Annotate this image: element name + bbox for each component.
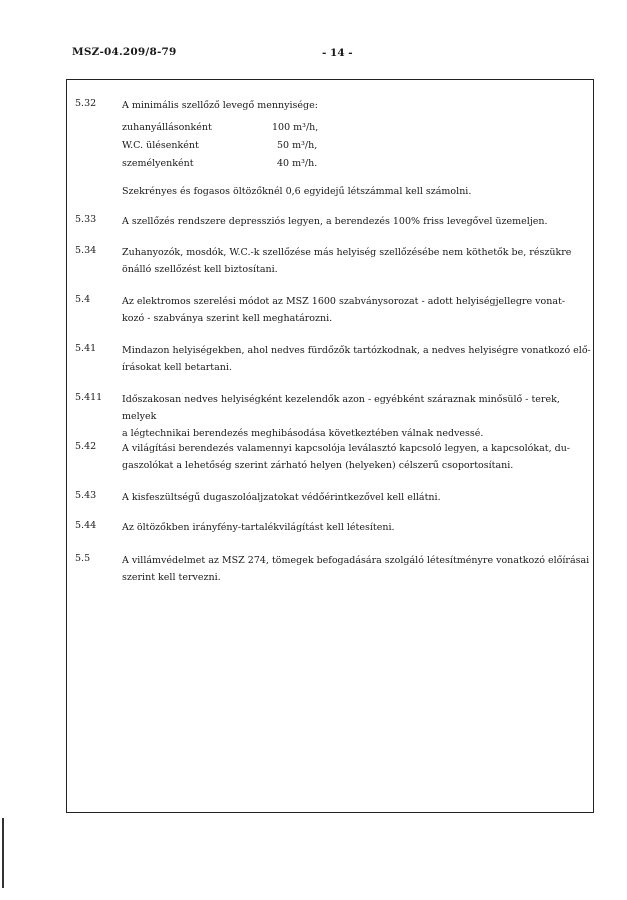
text-line: Mindazon helyiségekben, ahol nedves fürdőzők tartózkodnak, a nedves helyiségre vonatkozó elő-	[122, 345, 591, 356]
section-number: 5.41	[75, 343, 97, 354]
text-line: gaszolókat a lehetőség szerint zárható helyen (helyeken) célszerű csoportosítani.	[122, 460, 514, 471]
section-text	[122, 342, 592, 376]
section-title: A minimális szellőző levegő mennyisége:	[122, 100, 318, 111]
section-text	[122, 244, 592, 278]
section-text	[122, 293, 592, 327]
ventilation-value: 50 m³/h,	[277, 140, 318, 151]
text-line: írásokat kell betartani.	[122, 362, 232, 373]
text-line: kozó - szabványa szerint kell meghatározni.	[122, 313, 333, 324]
section-number: 5.44	[75, 520, 97, 531]
section-text	[122, 489, 592, 506]
section-text	[122, 440, 592, 474]
document-code: MSZ-04.209/8-79	[72, 46, 177, 58]
section-note: Szekrényes és fogasos öltözőknél 0,6 egyidejű létszámmal kell számolni.	[122, 186, 472, 197]
ventilation-label: zuhanyállásonként	[122, 122, 212, 133]
section-number: 5.42	[75, 441, 97, 452]
section-number: 5.34	[75, 245, 97, 256]
text-line: Az elektromos szerelési módot az MSZ 1600 szabványsorozat - adott helyiségjellegre vonat-	[122, 296, 566, 307]
section-number: 5.43	[75, 490, 97, 501]
text-line: Időszakosan nedves helyiségként kezelendők azon - egyébként száraznak minősülő - terek, melyek	[122, 394, 560, 422]
text-line: Zuhanyozók, mosdók, W.C.-k szellőzése más helyiség szellőzésébe nem köthetők be, részükre	[122, 247, 572, 258]
section-number: 5.4	[75, 294, 91, 305]
scan-edge-line	[2, 818, 4, 888]
section-number: 5.411	[75, 392, 103, 403]
ventilation-value: 100 m³/h,	[272, 122, 319, 133]
section-text	[122, 519, 592, 536]
section-number: 5.33	[75, 214, 97, 225]
section-text	[122, 213, 592, 230]
text-line: önálló szellőzést kell biztosítani.	[122, 264, 278, 275]
text-line: A villámvédelmet az MSZ 274, tömegek befogadására szolgáló létesítményre vonatkozó előírásai	[122, 555, 590, 566]
text-line: A szellőzés rendszere depressziós legyen, a berendezés 100% friss levegővel üzemeljen.	[122, 216, 548, 227]
section-text	[122, 391, 592, 442]
text-line: szerint kell tervezni.	[122, 572, 221, 583]
section-text	[122, 552, 592, 586]
text-line: A világítási berendezés valamennyi kapcsolója leválasztó kapcsoló legyen, a kapcsolókat, du-	[122, 443, 571, 454]
page-number: - 14 -	[322, 47, 353, 59]
text-line: a légtechnikai berendezés meghibásodása következtében válnak nedvessé.	[122, 428, 484, 439]
text-line: Az öltözőkben irányfény-tartalékvilágítást kell létesíteni.	[122, 522, 395, 533]
text-line: A kisfeszültségű dugaszolóaljzatokat védőérintkezővel kell ellátni.	[122, 492, 441, 503]
section-number: 5.32	[75, 98, 97, 109]
ventilation-value: 40 m³/h.	[277, 158, 318, 169]
ventilation-label: személyenként	[122, 158, 194, 169]
ventilation-label: W.C. ülésenként	[122, 140, 199, 151]
section-number: 5.5	[75, 553, 91, 564]
